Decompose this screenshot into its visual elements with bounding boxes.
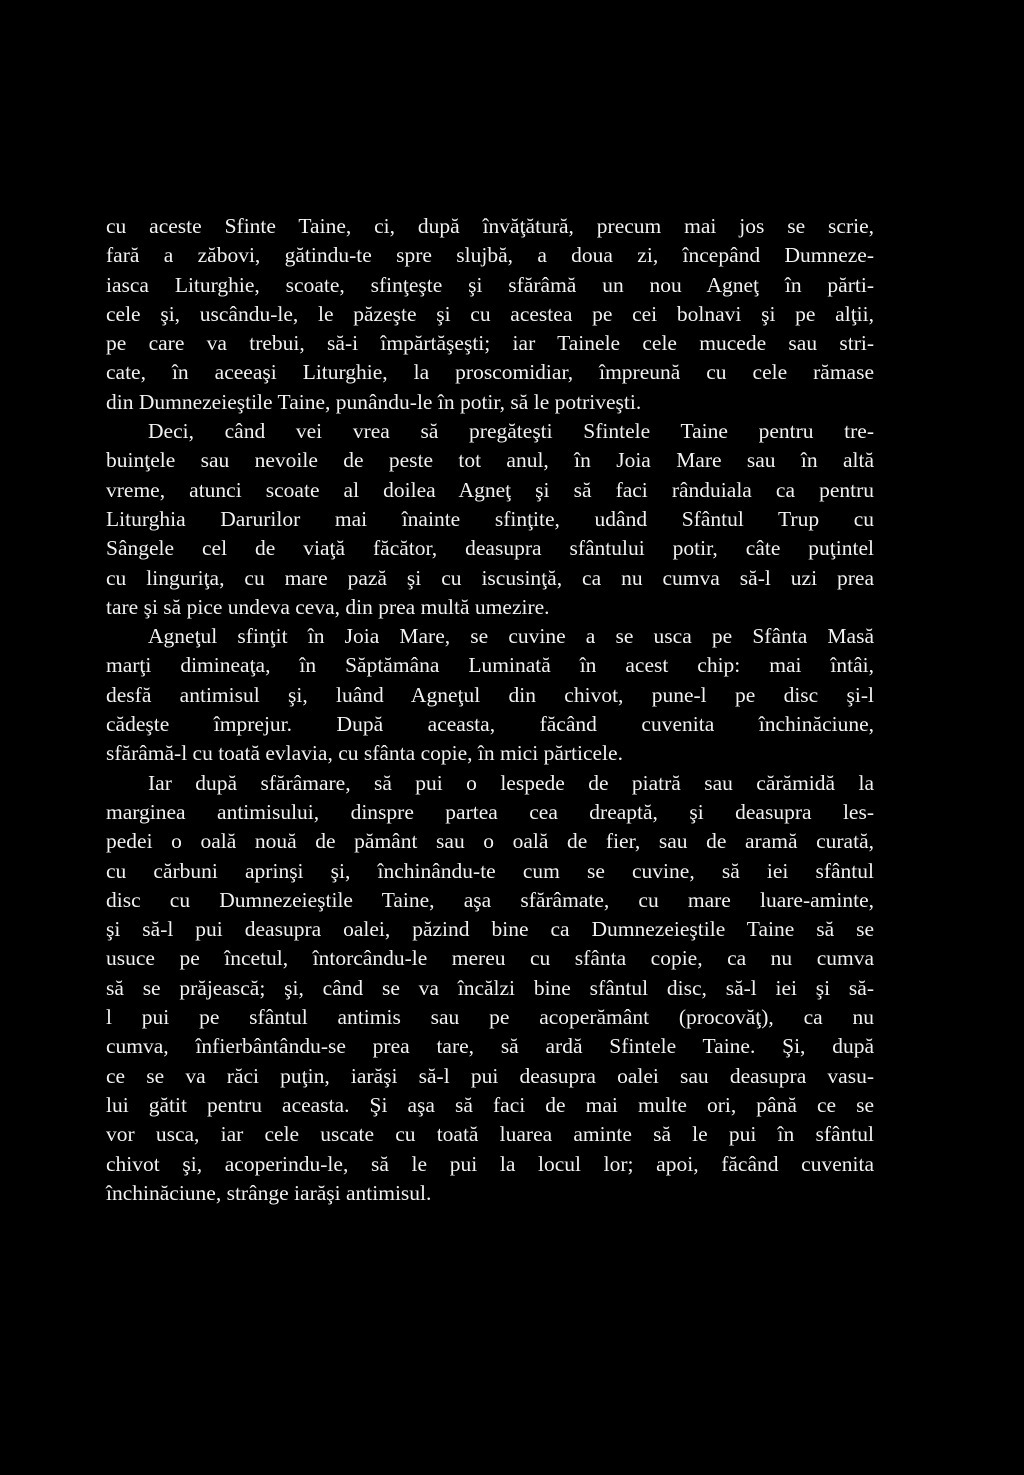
text-line: desfă antimisul şi, luând Agneţul din chivot, pune-l pe disc şi-l xyxy=(106,682,874,707)
text-line: usuce pe încetul, întorcându-le mereu cu sfânta copie, ca nu cumva xyxy=(106,946,874,971)
text-line: marţi dimineaţa, în Săptămâna Luminată în acest chip: mai întâi, xyxy=(106,653,874,678)
text-line: fară a zăbovi, gătindu-te spre slujbă, a doua zi, începând Dumneze- xyxy=(106,243,874,268)
paragraph-first-line: Agneţul sfinţit în Joia Mare, se cuvine a se usca pe Sfânta Masă xyxy=(148,624,874,649)
text-line: buinţele sau nevoile de peste tot anul, în Joia Mare sau în altă xyxy=(106,448,874,473)
text-line: cate, în aceeaşi Liturghie, la proscomidiar, împreună cu cele rămase xyxy=(106,360,874,385)
text-line: ce se va răci puţin, iarăşi să-l pui deasupra oalei sau deasupra vasu- xyxy=(106,1063,874,1088)
text-line: vreme, atunci scoate al doilea Agneţ şi să faci rânduiala ca pentru xyxy=(106,477,874,502)
text-line: tare şi să pice undeva ceva, din prea multă umezire. xyxy=(106,594,550,619)
text-line: Liturghia Darurilor mai înainte sfinţite, udând Sfântul Trup cu xyxy=(106,506,874,531)
text-line: închinăciune, strânge iarăşi antimisul. xyxy=(106,1180,432,1205)
text-line: pe care va trebui, să-i împărtăşeşti; iar Tainele cele mucede sau stri- xyxy=(106,331,874,356)
text-line: cumva, înfierbântându-se prea tare, să ardă Sfintele Taine. Şi, după xyxy=(106,1034,874,1059)
text-line: pedei o oală nouă de pământ sau o oală de fier, sau de aramă curată, xyxy=(106,829,874,854)
text-line: cădeşte împrejur. După aceasta, făcând cuvenita închinăciune, xyxy=(106,712,874,737)
paragraph-first-line: Iar după sfărâmare, să pui o lespede de piatră sau cărămidă la xyxy=(148,770,874,795)
text-line: să se prăjească; şi, când se va încălzi bine sfântul disc, să-l iei şi să- xyxy=(106,975,874,1000)
text-line: marginea antimisului, dinspre partea cea dreaptă, şi deasupra les- xyxy=(106,799,874,824)
text-line: din Dumnezeieştile Taine, punându-le în potir, să le potriveşti. xyxy=(106,389,642,414)
text-line: cu aceste Sfinte Taine, ci, după învăţătură, precum mai jos se scrie, xyxy=(106,214,874,238)
text-line: chivot şi, acoperindu-le, să le pui la locul lor; apoi, făcând cuvenita xyxy=(106,1151,874,1176)
text-line: iasca Liturghie, scoate, sfinţeşte şi sfărâmă un nou Agneţ în părti- xyxy=(106,272,874,297)
text-line: sfărâmă-l cu toată evlavia, cu sfânta copie, în mici părticele. xyxy=(106,741,623,766)
body-text xyxy=(106,212,874,1208)
text-line: şi să-l pui deasupra oalei, păzind bine ca Dumnezeieştile Taine să se xyxy=(106,917,874,942)
text-line: Sângele cel de viaţă făcător, deasupra sfântului potir, câte puţintel xyxy=(106,536,874,561)
text-line: cele şi, uscându-le, le păzeşte şi cu acestea pe cei bolnavi şi pe alţii, xyxy=(106,301,874,326)
text-line: cu linguriţa, cu mare pază şi cu iscusinţă, ca nu cumva să-l uzi prea xyxy=(106,565,874,590)
text-line: l pui pe sfântul antimis sau pe acoperământ (procovăţ), ca nu xyxy=(106,1005,874,1030)
paragraph-first-line: Deci, când vei vrea să pregăteşti Sfintele Taine pentru tre- xyxy=(148,419,874,444)
text-line: cu cărbuni aprinşi şi, închinându-te cum se cuvine, să iei sfântul xyxy=(106,858,874,883)
text-line: disc cu Dumnezeieştile Taine, aşa sfărâmate, cu mare luare-aminte, xyxy=(106,887,874,912)
text-line: vor usca, iar cele uscate cu toată luarea aminte să le pui în sfântul xyxy=(106,1122,874,1147)
text-line: lui gătit pentru aceasta. Şi aşa să faci de mai multe ori, până ce se xyxy=(106,1092,874,1117)
